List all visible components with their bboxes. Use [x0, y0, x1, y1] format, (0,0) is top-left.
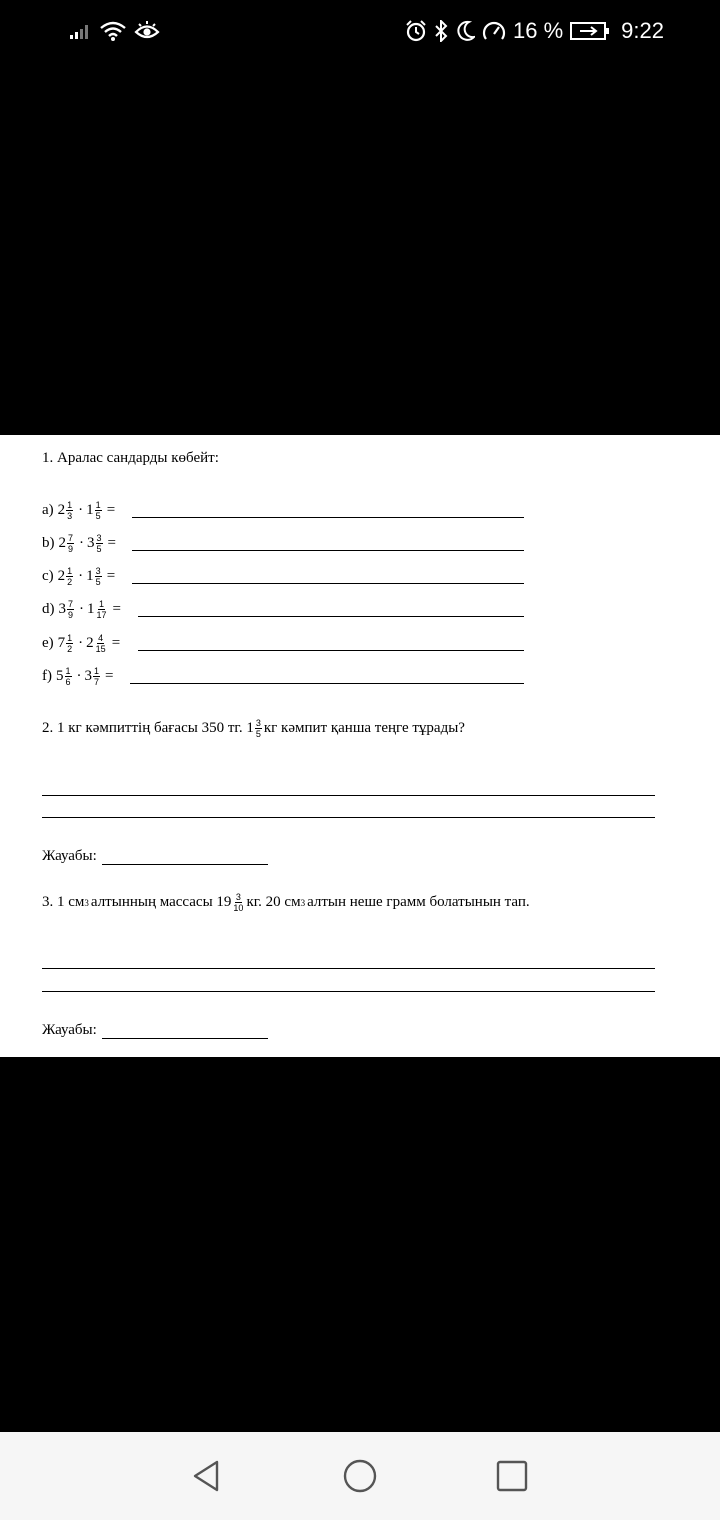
- question-1-title: 1. Аралас сандарды көбейт:: [42, 450, 219, 466]
- fraction: [65, 666, 72, 687]
- fraction: [95, 566, 102, 587]
- whole-number: 3: [87, 534, 95, 551]
- multiply-dot: ·: [78, 567, 84, 584]
- fraction-numerator: 4: [98, 632, 104, 643]
- fraction-denominator: 5: [96, 543, 102, 554]
- equals-sign: =: [111, 634, 121, 651]
- exercise-label: b): [42, 534, 55, 551]
- answer-line: [42, 795, 655, 796]
- exercise-row: [42, 661, 118, 691]
- answer-2: [42, 848, 268, 865]
- fraction: [96, 599, 108, 620]
- fraction-denominator: 3: [67, 510, 73, 521]
- answer-line: [132, 517, 524, 518]
- answer-blank: [102, 1024, 268, 1039]
- question-2: [42, 718, 465, 739]
- multiply-dot: ·: [79, 534, 85, 551]
- navigation-bar: [0, 1432, 720, 1520]
- fraction-numerator: 3: [235, 892, 241, 902]
- exercise-row: [42, 628, 124, 658]
- fraction-numerator: 3: [96, 532, 102, 543]
- equals-sign: =: [106, 501, 116, 518]
- fraction-denominator: 17: [96, 609, 107, 620]
- question-2-fraction: [255, 718, 262, 739]
- fraction-denominator: 5: [255, 729, 261, 739]
- superscript: 3: [300, 897, 306, 908]
- status-bar: [0, 0, 720, 62]
- whole-number: 2: [58, 534, 66, 551]
- answer-line: [132, 550, 524, 551]
- whole-number: 2: [57, 567, 66, 584]
- whole-number: 1: [87, 600, 95, 617]
- bluetooth-icon: [434, 20, 448, 42]
- fraction: [66, 566, 73, 587]
- fraction-denominator: 2: [67, 576, 73, 587]
- fraction-numerator: 7: [68, 532, 74, 543]
- exercise-label: a): [42, 501, 54, 518]
- exercise-row: [42, 528, 120, 558]
- multiply-dot: ·: [78, 501, 84, 518]
- fraction: [93, 666, 100, 687]
- fraction-denominator: 2: [67, 643, 73, 654]
- fraction: [95, 500, 102, 521]
- exercise-label: e): [42, 634, 54, 651]
- fraction: [67, 533, 74, 554]
- exercise-label: f): [42, 667, 52, 684]
- question-3-fraction: [232, 892, 244, 913]
- answer-line: [42, 968, 655, 969]
- fraction-numerator: 1: [99, 598, 105, 609]
- speed-icon: [482, 20, 506, 42]
- question-3: [42, 892, 530, 913]
- fraction-denominator: 5: [95, 510, 101, 521]
- whole-number: 2: [86, 634, 94, 651]
- fraction-numerator: 3: [95, 565, 101, 576]
- alarm-icon: [405, 20, 427, 42]
- moon-icon: [455, 20, 475, 42]
- answer-label: Жауабы:: [42, 1022, 97, 1038]
- exercise-row: [42, 561, 119, 591]
- fraction: [67, 599, 74, 620]
- equals-sign: =: [107, 534, 116, 551]
- exercise-row: [42, 495, 119, 525]
- fraction-denominator: 7: [94, 676, 100, 687]
- equals-sign: =: [112, 600, 121, 617]
- fraction-numerator: 1: [65, 665, 71, 676]
- fraction-numerator: 1: [94, 665, 100, 676]
- fraction: [95, 633, 107, 654]
- back-icon[interactable]: [188, 1458, 224, 1494]
- question-3-text-1: 3. 1 см: [42, 894, 85, 910]
- exercise-label: c): [42, 567, 54, 584]
- question-3-text-3: кг. 20 см: [246, 894, 301, 910]
- recents-icon[interactable]: [494, 1458, 530, 1494]
- equals-sign: =: [106, 567, 116, 584]
- question-3-text-4: алтын неше грамм болатынын тап.: [307, 894, 530, 910]
- fraction-numerator: 1: [67, 632, 73, 643]
- fraction-denominator: 6: [65, 676, 71, 687]
- clock: 9:22: [621, 18, 664, 43]
- exercise-label: d): [42, 600, 55, 617]
- whole-number: 5: [56, 667, 64, 684]
- whole-number: 1: [86, 567, 94, 584]
- fraction-denominator: 15: [95, 643, 106, 654]
- fraction-numerator: 1: [67, 565, 73, 576]
- worksheet-image[interactable]: [0, 435, 720, 1057]
- question-3-text-2: алтынның массасы 19: [90, 894, 232, 910]
- home-icon[interactable]: [342, 1458, 378, 1494]
- answer-line: [138, 650, 524, 651]
- superscript: 3: [84, 897, 89, 908]
- multiply-dot: ·: [79, 600, 85, 617]
- whole-number: 7: [57, 634, 66, 651]
- fraction: [96, 533, 103, 554]
- fraction-numerator: 7: [68, 598, 74, 609]
- exercise-row: [42, 594, 125, 624]
- fraction-denominator: 9: [68, 543, 74, 554]
- whole-number: 3: [84, 667, 93, 684]
- fraction-numerator: 1: [67, 499, 73, 510]
- whole-number: 1: [86, 501, 94, 518]
- answer-line: [42, 817, 655, 818]
- whole-number: 3: [58, 600, 66, 617]
- fraction-numerator: 3: [255, 718, 261, 728]
- multiply-dot: ·: [76, 667, 82, 684]
- answer-blank: [102, 850, 268, 865]
- battery-percent: 16 %: [513, 18, 564, 43]
- fraction: [66, 633, 73, 654]
- eye-icon: [134, 21, 160, 41]
- fraction-denominator: 9: [68, 609, 74, 620]
- fraction: [66, 500, 73, 521]
- equals-sign: =: [105, 667, 114, 684]
- question-2-text-end: кг кәмпит қанша теңге тұрады?: [263, 720, 465, 736]
- battery-icon: [570, 21, 610, 41]
- whole-number: 2: [57, 501, 66, 518]
- fraction-denominator: 10: [233, 903, 244, 913]
- answer-line: [42, 991, 655, 992]
- signal-icon: [70, 23, 92, 39]
- answer-line: [132, 583, 524, 584]
- answer-3: [42, 1022, 268, 1039]
- answer-line: [138, 616, 524, 617]
- fraction-numerator: 1: [95, 499, 101, 510]
- multiply-dot: ·: [78, 634, 84, 651]
- answer-line: [130, 683, 524, 684]
- answer-label: Жауабы:: [42, 848, 97, 864]
- wifi-icon: [100, 21, 126, 41]
- question-2-text-start: 2. 1 кг кәмпиттің бағасы 350 тг. 1: [42, 720, 254, 736]
- fraction-denominator: 5: [95, 576, 101, 587]
